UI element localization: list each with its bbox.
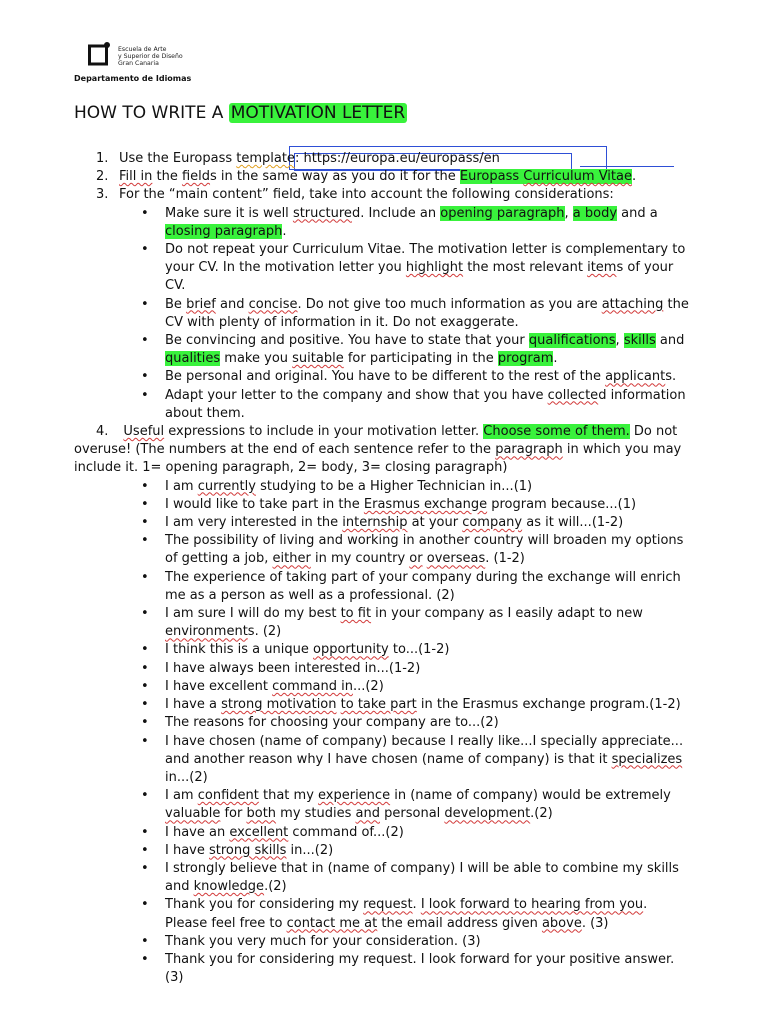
bullet-icon: • xyxy=(141,933,149,949)
document-title: HOW TO WRITE A MOTIVATION LETTER xyxy=(74,103,406,123)
consideration-item: • Be personal and original. You have to be different to the rest of the applicants. xyxy=(74,368,692,386)
expression-item: • The experience of taking part of your company during the exchange will enrich me as a person as well as a professional. (2) xyxy=(141,569,681,603)
logo-mark-icon xyxy=(88,42,110,66)
expression-item: • I strongly believe that in (name of company) I will be able to combine my skills and knowledge.(2) xyxy=(141,860,679,895)
expression-item: • The reasons for choosing your company are to...(2) xyxy=(74,714,692,732)
title-highlight: MOTIVATION LETTER xyxy=(230,103,406,123)
bullet-icon: • xyxy=(141,478,149,494)
europass-link[interactable]: https://europa.eu/europass/en xyxy=(303,151,500,166)
bullet-icon: • xyxy=(141,715,149,731)
step-number: 2. xyxy=(96,169,109,185)
bullet-icon: • xyxy=(141,824,149,840)
bullet-icon: • xyxy=(141,205,149,221)
expression-item: • I would like to take part in the Erasmus exchange program because...(1) xyxy=(74,496,692,514)
expression-item: • I have a strong motivation to take part in the Erasmus exchange program.(1-2) xyxy=(74,696,692,714)
expression-item: • The possibility of living and working in another country will broaden my options of getting a job, either in my country or overseas. (1-2) xyxy=(141,533,684,567)
consideration-item: • Be convincing and positive. You have to state that your qualifications, skills and qualities make you suitable for participating in the program. xyxy=(141,333,685,367)
bullet-icon: • xyxy=(141,533,149,549)
bullet-icon: • xyxy=(141,660,149,676)
bullet-icon: • xyxy=(141,697,149,713)
expression-item: • I have chosen (name of company) because I really like...I specially appreciate... and another reason why I have chosen (name of company) is that it specializes in...(2) xyxy=(141,733,684,785)
expression-item: • I have an excellent command of...(2) xyxy=(74,824,692,842)
bullet-icon: • xyxy=(141,333,149,349)
bullet-icon: • xyxy=(141,496,149,512)
bullet-icon: • xyxy=(141,369,149,385)
expression-item: • I am very interested in the internship at your company as it will...(1-2) xyxy=(74,514,692,532)
expression-item: • Thank you very much for your consideration. (3) xyxy=(74,933,692,951)
bullet-icon: • xyxy=(141,678,149,694)
bullet-icon: • xyxy=(141,897,149,913)
consideration-item: • Make sure it is well structured. Include an opening paragraph, a body and a closing paragraph. xyxy=(141,205,658,239)
department-label: Departamento de Idiomas xyxy=(74,74,192,83)
expression-item: • Thank you for considering my request. I look forward for your positive answer.(3) xyxy=(141,951,675,986)
bullet-icon: • xyxy=(141,733,149,749)
step-number: 3. xyxy=(96,187,109,203)
step-1: 1. Use the Europass template: https://europa.eu/europass/en xyxy=(74,150,692,168)
step-2: 2. Fill in the fields in the same way as you do it for the Europass Curriculum Vitae. xyxy=(74,168,692,186)
consideration-item: • Be brief and concise. Do not give too much information as you are attaching the CV with plenty of information in it. Do not exaggerate. xyxy=(141,296,689,330)
bullet-icon: • xyxy=(141,387,149,403)
expression-item: • I am confident that my experience in (name of company) would be extremely valuable for both my studies and personal development.(2) xyxy=(141,788,671,822)
document-body xyxy=(74,150,692,987)
logo-text: Escuela de Arte y Superior de Diseño Gran Canaria xyxy=(118,46,183,67)
expression-item: • I have always been interested in...(1-2) xyxy=(74,660,692,678)
expression-item: • Thank you for considering my request. I look forward to hearing from you. Please feel free to contact me at the email address given above. (3) xyxy=(141,897,648,931)
bullet-icon: • xyxy=(141,842,149,858)
step-number: 4. xyxy=(96,424,109,440)
expression-item: • I am sure I will do my best to fit in your company as I easily adapt to new environments. (2) xyxy=(141,606,643,640)
consideration-item: • Do not repeat your Curriculum Vitae. The motivation letter is complementary to your CV. In the motivation letter you highlight the most relevant items of your CV. xyxy=(141,242,686,294)
step-3: 3. For the “main content” field, take into account the following considerations: xyxy=(74,186,692,204)
bullet-icon: • xyxy=(141,515,149,531)
bullet-icon: • xyxy=(141,242,149,258)
expression-item: • I have excellent command in...(2) xyxy=(74,678,692,696)
step-4: 4. Useful expressions to include in your motivation letter. Choose some of them. Do not overuse! (The numbers at the end of each sentence refer to the paragraph in which you may include it. 1= opening paragraph, 2= body, 3= closing paragraph) xyxy=(74,424,682,476)
bullet-icon: • xyxy=(141,951,149,967)
bullet-icon: • xyxy=(141,296,149,312)
expression-item: • I am currently studying to be a Higher Technician in...(1) xyxy=(74,478,692,496)
bullet-icon: • xyxy=(141,788,149,804)
step-number: 1. xyxy=(96,151,109,166)
bullet-icon: • xyxy=(141,606,149,622)
expression-item: • I think this is a unique opportunity to...(1-2) xyxy=(74,641,692,659)
expression-item: • I have strong skills in...(2) xyxy=(74,842,692,860)
consideration-item: • Adapt your letter to the company and show that you have collected information about them. xyxy=(141,387,686,421)
bullet-icon: • xyxy=(141,860,149,876)
bullet-icon: • xyxy=(141,642,149,658)
bullet-icon: • xyxy=(141,569,149,585)
